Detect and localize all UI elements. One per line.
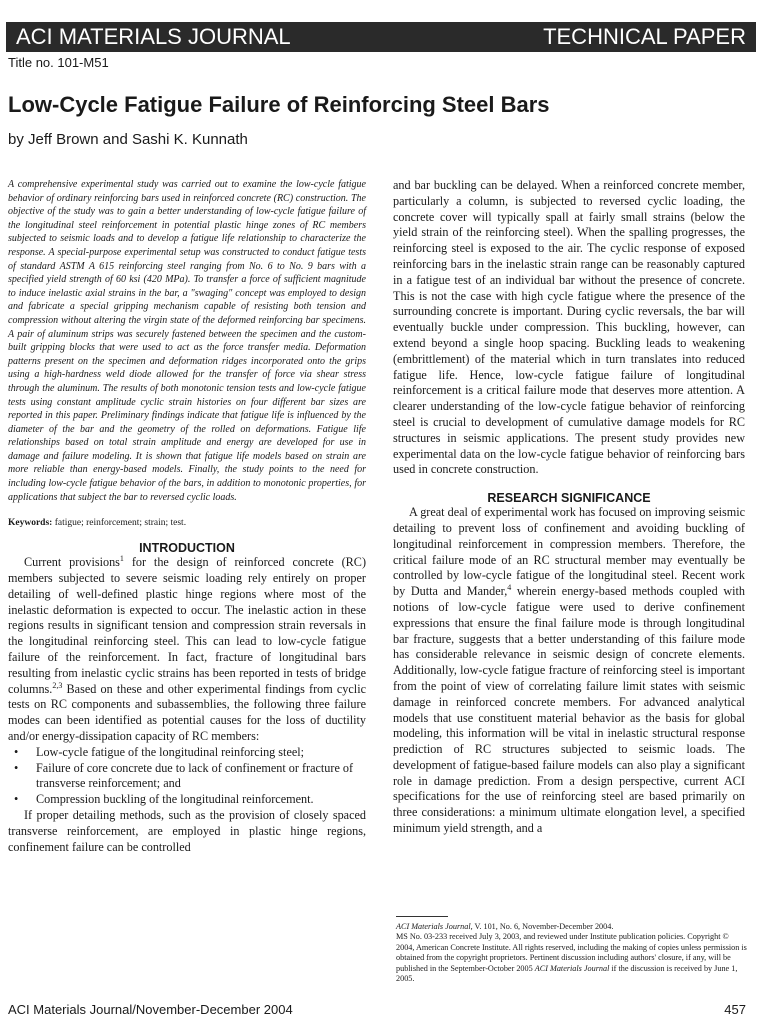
paper-type: TECHNICAL PAPER <box>543 24 746 49</box>
footnote-line-3: if the discussion is received by June 1, 2005. <box>396 963 738 984</box>
list-item: • Low-cycle fatigue of the longitudinal reinforcing steel; <box>36 745 366 761</box>
reference-4: 4 <box>507 583 512 593</box>
journal-banner <box>6 22 756 52</box>
intro-text-a: Current provisions <box>24 555 120 570</box>
keywords-text: fatigue; reinforcement; strain; test. <box>54 518 187 529</box>
footnote-line-2: MS No. 03-233 received July 3, 2003, and reviewed under Institute publication policies. Copyright © 2004, American Concrete Institute. All rights reserved, including the making of copies unless permission is obtained from the copyright proprietors. Pertinent discussion including authors' closure, if any, will be published in the September-October 2005 <box>396 932 747 973</box>
list-item: • Compression buckling of the longitudinal reinforcement. <box>36 792 366 808</box>
reference-1: 1 <box>119 554 124 564</box>
title-number: Title no. 101-M51 <box>8 55 109 70</box>
paper-title: Low-Cycle Fatigue Failure of Reinforcing Steel Bars <box>8 92 550 117</box>
page-number: 457 <box>724 1002 746 1017</box>
footnote-journal: ACI Materials Journal <box>396 922 471 931</box>
introduction-paragraph-1 <box>8 555 366 745</box>
authors: by Jeff Brown and Sashi K. Kunnath <box>8 131 248 148</box>
footnote-journal-2: ACI Materials Journal <box>534 963 610 973</box>
intro-text-b: for the design of reinforced concrete (RC) members subjected to severe seismic loading rely entirely on proper detailing of well-defined plastic hinge regions where most of the inelastic deformation is expected to occur. The inelastic action in these regions results in significant tension and compression strain reversals in the longitudinal reinforcing steel. This can lead to low-cycle fatigue failure of the reinforcement. In fact, fracture of longitudinal bars resulting from inelastic cyclic strains has been reported in tests of bridge columns. <box>8 555 366 696</box>
journal-name: ACI MATERIALS JOURNAL <box>16 24 291 49</box>
footnote-line-1: , V. 101, No. 6, November-December 2004. <box>470 922 614 931</box>
footnote-divider <box>396 916 448 917</box>
footnote <box>396 922 748 984</box>
abstract: A comprehensive experimental study was carried out to examine the low-cycle fatigue behavior of ordinary reinforcing bars used in reinforced concrete (RC) construction. The objective of the study was to gain a better understanding of low-cycle fatigue failure of the longitudinal steel reinforcement in potential plastic hinge zones of RC members subjected to seismic loads and to develop a fatigue life relationship to characterize the response. A special-purpose experimental setup was constructed to conduct fatigue tests of standard ASTM A 615 reinforcing steel ranging from No. 6 to No. 9 bars with a specified yield strength of 60 ksi (420 MPa). To transfer a force of sufficient magnitude to induce inelastic axial strains in the bar, a "swaging" concept was employed to design and fabricate a special gripping mechanism capable of resisting both tension and compression without altering the virgin state of the deformed reinforcing bar specimens. A pair of aluminum strips was securely fastened between the specimen and the custom-built gripping blocks that were used to act as the force transfer media. Deformation patterns present on the specimen and deformation ridges incorporated onto the grips using a high-hardness weld diode allowed for the transfer of force via shear stress through the aluminum. The results of both monotonic tension tests and low-cycle fatigue tests using constant amplitude cyclic strain histories on four different bar sizes are reported in this paper. Preliminary findings indicate that fatigue life is influenced by the diameter of the bar and the geometry of the rolled on deformations. Fatigue life relationships based on total strain amplitude and energy are developed for use in damage and failure modeling. It is shown that fatigue life models based on strain are more reliable than energy-based models. Finally, the study points to the need for including low-cycle fatigue behavior of the bars, in addition to monotonic properties, for applications that subject the bar to reversed cyclic loads. <box>8 179 366 503</box>
keywords-label: Keywords: <box>8 518 53 529</box>
right-column <box>393 178 745 837</box>
footer-journal: ACI Materials Journal/November-December 2004 <box>8 1002 293 1017</box>
reference-2-3: 2,3 <box>52 680 63 690</box>
introduction-heading: INTRODUCTION <box>139 541 235 556</box>
research-text-a: A great deal of experimental work has focused on improving seismic detailing to prevent loss of confinement and avoiding buckling of longitudinal reinforcement in compression members. Therefore, the critical failure mode of an RC structural member may eventually be controlled by low-cycle fatigue of the longitudinal steel. Recent work by Dutta and Mander, <box>393 505 745 599</box>
research-significance-heading: RESEARCH SIGNIFICANCE <box>487 491 651 506</box>
research-significance-paragraph <box>393 505 745 837</box>
failure-modes-list <box>8 745 366 808</box>
left-column <box>8 178 366 855</box>
introduction-paragraph-2-continued: and bar buckling can be delayed. When a reinforced concrete member, particularly a column, is subjected to reversed cyclic loading, the concrete cover will typically spall at fairly small strains (below the yield strain of the reinforcing steel). When the spalling progresses, the reinforcing steel is exposed to the air. The cyclic response of exposed reinforcing bars in the inelastic strain range can be reasonably captured in a fatigue test of an individual bar without the presence of concrete. This is not the case with high cycle fatigue where the presence of the surrounding concrete is important. During cyclic reversals, the bar will eventually buckle under compression. This buckling, however, can extend beyond a single hoop spacing. Buckling leads to weakening (embrittlement) of the material which in turn translates into reduced fatigue life. Hence, low-cycle fatigue failure of longitudinal reinforcement is a critical failure mode that deserves more attention. A clearer understanding of the low-cycle fatigue behavior of reinforcing steel is crucial to development of cumulative damage models for RC structures in seismic applications. The present study provides new experimental data on the low-cycle fatigue behavior of reinforcing bars used in concrete construction. <box>393 178 745 477</box>
intro-text-c: Based on these and other experimental findings from cyclic tests on RC components and subassemblies, the following three failure modes can been identified as potential causes for the loss of ductility and/or energy-dissipation capacity of RC members: <box>8 681 366 744</box>
list-item: • Failure of core concrete due to lack of confinement or fracture of transverse reinforcement; and <box>36 761 366 793</box>
introduction-paragraph-2: If proper detailing methods, such as the provision of closely spaced transverse reinforcement, are employed in plastic hinge regions, confinement failure can be controlled <box>8 808 366 854</box>
keywords <box>8 518 366 528</box>
research-text-b: wherein energy-based methods coupled with notions of low-cycle fatigue were used to derive confinement expressions that ensure the final failure mode is through longitudinal bar fracture, suggests that a better understanding of this failure mode has considerable relevance in seismic design of concrete elements. Additionally, low-cycle fatigue fracture of reinforcing steel is important from the point of view of correlating failure limit states with seismic damage in reinforced concrete members. For advanced analytical models that use constituent material behavior as the basis for global modeling, this information will be vital in inelastic structural response prediction of RC structures subjected to seismic loads. The development of fatigue-based failure models can also play a significant role in damage prediction. From a design perspective, current ACI specifications for the use of reinforcing steel are based primarily on three considerations: a minimum ultimate elongation level, a specified minimum yield strength, and a <box>393 584 745 836</box>
